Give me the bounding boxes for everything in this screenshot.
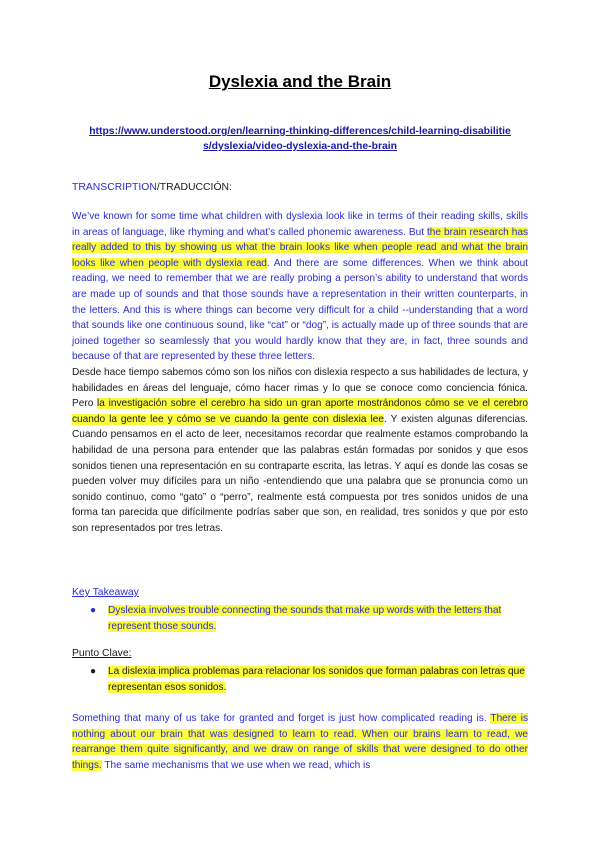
- english-paragraph-2: [72, 711, 528, 773]
- spanish-paragraph-1-highlight: la investigación sobre el cerebro ha sido un gran aporte mostrándonos cómo se ve el cerebro cuando la gente lee y cómo se ve cuando la gente con dislexia lee: [72, 398, 528, 425]
- translation-label: /TRADUCCIÓN:: [156, 182, 232, 193]
- spanish-paragraph-1-text-b: . Y existen algunas diferencias. Cuando pensamos en el acto de leer, necesitamos recordar que realmente estamos comprobando la habilidad de una persona para entender que las palabras están formadas por sonidos y que esos sonidos tienen una representación en su contraparte escrita, las letras. Y aquí es donde las cosas se pueden volver muy difíciles para un niño -entendiendo que una palabra que se pronuncia como un sonido continuo, como “gato” o “perro”, realmente está compuesta por tres sonidos unidos de una forma tan parecida que difícilmente podrías saber que son, en realidad, tres sonidos y que por esto son representados por tres letras.: [72, 413, 528, 534]
- bullet-icon: ●: [90, 605, 97, 616]
- english-paragraph-1-text-a: We’ve known for some time what children with dyslexia look like in terms of their reading skills, skills in areas of language, like rhyming and what’s called phonemic awareness. But: [72, 211, 528, 238]
- punto-clave-heading: Punto Clave:: [72, 648, 132, 659]
- english-paragraph-1-text-b: . And there are some differences. When we think about reading, we need to remember that we are really probing a person’s ability to understand that words are made up of sounds and that those sounds have a representation in their written counterparts, in the letters. And this is where things can become very difficult for a child --understanding that a word that sounds like one continuous sound, like “cat” or “dog”, is actually made up of three sounds that are joined together so seamlessly that you would hardly know that they are, in fact, three sounds and because of that are represented by these three letters.: [72, 257, 528, 363]
- key-takeaway-text: Dyslexia involves trouble connecting the sounds that make up words with the letters that represent those sounds.: [108, 605, 502, 632]
- transcription-translation-label: [72, 182, 232, 193]
- punto-clave-text: La dislexia implica problemas para relacionar los sonidos que forman palabras con letras que representan esos sonidos.: [108, 666, 525, 693]
- english-paragraph-2-highlight: There is nothing about our brain that was designed to learn to read. When our brains learn to read, we rearrange them quite significantly, and we draw on range of skills that were designed to do other things.: [72, 713, 528, 771]
- bullet-icon: ●: [90, 666, 97, 677]
- key-takeaway-heading: Key Takeaway: [72, 587, 139, 598]
- document-title: Dyslexia and the Brain: [208, 72, 392, 91]
- punto-clave-bullet: [90, 664, 530, 695]
- transcription-label: TRANSCRIPTION: [72, 182, 157, 193]
- key-takeaway-bullet: [90, 603, 530, 634]
- english-paragraph-2-text-a: Something that many of us take for granted and forget is just how complicated reading is.: [72, 713, 491, 724]
- english-paragraph-1: [72, 209, 528, 365]
- english-paragraph-1-highlight: the brain research has really added to this by showing us what the brain looks like when people read and what the brain looks like when people with dyslexia read: [72, 226, 528, 269]
- source-link[interactable]: [66, 124, 534, 154]
- spanish-paragraph-1-text-a: Desde hace tiempo sabemos cómo son los niños con dislexia respecto a sus habilidades de lectura, y habilidades en áreas del lenguaje, cómo hacer rimas y lo que se conoce como conciencia fónica. Pero: [72, 367, 528, 410]
- source-link-line-2[interactable]: s/dyslexia/video-dyslexia-and-the-brain: [202, 141, 398, 152]
- source-link-line-1[interactable]: https://www.understood.org/en/learning-thinking-differences/child-learning-disabilitie: [89, 126, 511, 137]
- english-paragraph-2-text-b: The same mechanisms that we use when we read, which is: [101, 759, 371, 771]
- spanish-paragraph-1: [72, 365, 528, 537]
